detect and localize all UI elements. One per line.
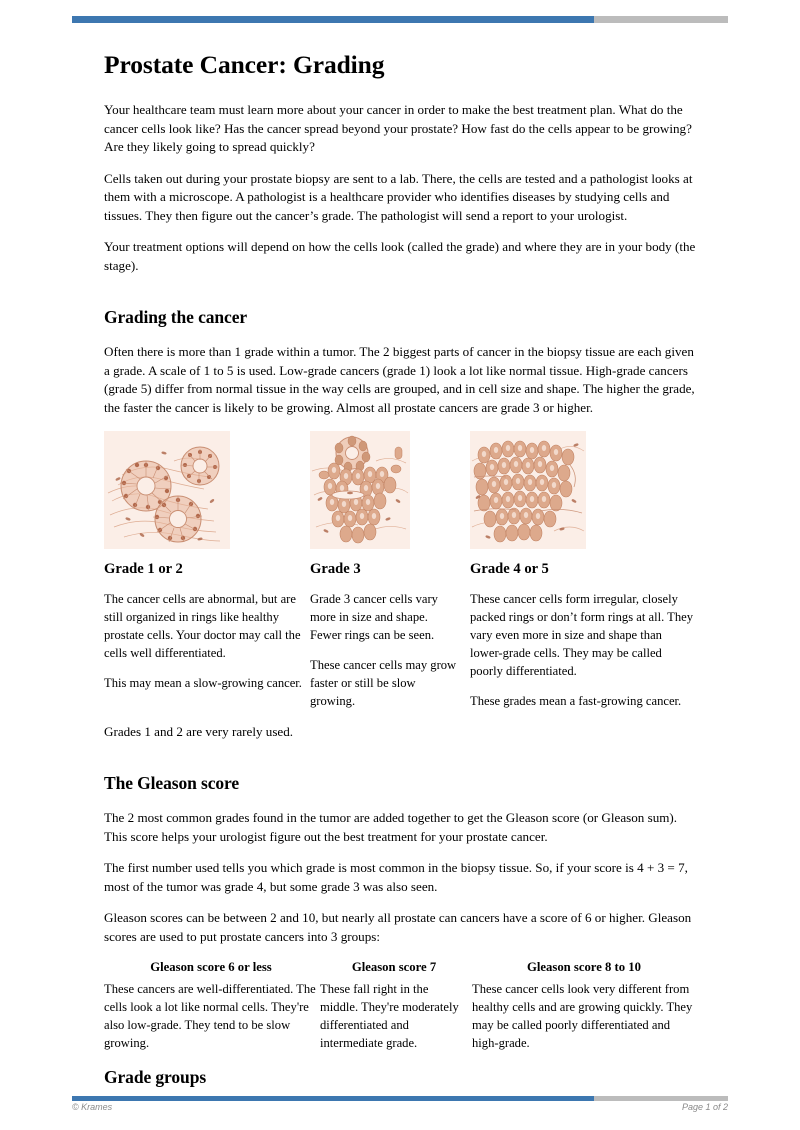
grade-column-3-paragraph-1: These cancer cells form irregular, closely packed rings or don’t form rings at all. They vary even more in size and shape than lower-grade cells. They may be called poorly differentiated.: [470, 592, 694, 678]
grade-column-1-paragraph-2: This may mean a slow-growing cancer.: [104, 675, 302, 690]
header-rule: [72, 16, 728, 23]
footer-page-number: Page 1 of 2: [681, 1102, 728, 1112]
page-title: Prostate Cancer: Grading: [104, 50, 385, 79]
intro-paragraph-1: Your healthcare team must learn more about your cancer in order to make the best treatment plan. What do the cancer cells look like? Has the cancer spread beyond your prostate? How fast do the cells appear to be growing? Are they likely going to spread quickly?: [104, 102, 692, 155]
gleason-group-3-text: These cancer cells look very different from healthy cells and are growing quickly. They may be called poorly differentiated and high-grade.: [472, 982, 693, 1051]
grading-closing-note: Grades 1 and 2 are very rarely used.: [104, 723, 294, 739]
grade-column-3: [470, 561, 696, 711]
intro-paragraph-3: Your treatment options will depend on how the cells look (called the grade) and where they are in your body (the stage).: [104, 239, 696, 273]
header-rule-gray: [594, 16, 728, 23]
grade-column-2-heading: Grade 3: [310, 560, 361, 577]
grade-4-or-5-histology-image: [470, 431, 586, 549]
grade-3-histology-image: [310, 431, 410, 549]
histology-illustration-grade-1-2: [104, 431, 230, 549]
grade-column-1-heading: Grade 1 or 2: [104, 560, 183, 577]
grade-description-columns: [104, 561, 696, 731]
grade-column-2: [310, 561, 458, 711]
spacer: [104, 328, 696, 343]
grade-column-3-paragraph-2: These grades mean a fast-growing cancer.: [470, 693, 682, 708]
grading-paragraph: Often there is more than 1 grade within a tumor. The 2 biggest parts of cancer in the biopsy tissue are each given a grade. A scale of 1 to 5 is used. Low-grade cancers (grade 1) look a lot like normal tissue. High-grade cancers (grade 5) differ from normal tissue in the way cells are grouped, and in cell size and shape. The higher the grade, the faster the cancer is likely to be growing. Almost all prostate cancers are grade 3 or higher.: [104, 344, 695, 415]
grade-column-2-paragraph-2: These cancer cells may grow faster or still be slow growing.: [310, 657, 457, 708]
gleason-group-3-heading: Gleason score 8 to 10: [527, 960, 641, 975]
spacer: [104, 754, 696, 773]
grade-column-2-paragraph-1: Grade 3 cancer cells vary more in size and shape. Fewer rings can be seen.: [310, 592, 438, 642]
spacer: [104, 1052, 696, 1067]
histology-illustration-grade-3: [310, 431, 410, 549]
gleason-group-2: [320, 960, 468, 1052]
gleason-group-3: [472, 960, 696, 1052]
spacer: [104, 288, 696, 307]
footer: [72, 1102, 728, 1112]
header-rule-blue: [72, 16, 594, 23]
grade-column-3-heading: Grade 4 or 5: [470, 560, 549, 577]
histology-figure-row: [104, 431, 696, 549]
gleason-group-1: [104, 960, 318, 1052]
intro-paragraph-2: Cells taken out during your prostate biopsy are sent to a lab. There, the cells are tested and a pathologist looks at them with a microscope. A pathologist is a healthcare provider who identifies diseases by studying cells and tissues. They then figure out the cancer’s grade. The pathologist will send a report to your urologist.: [104, 170, 693, 223]
gleason-paragraph-3: Gleason scores can be between 2 and 10, but nearly all prostate can cancers have a score of 6 or higher. Gleason scores are used to put prostate cancers into 3 groups:: [104, 910, 692, 944]
footer-copyright: © Krames: [72, 1102, 113, 1112]
gleason-paragraph-2: The first number used tells you which grade is most common in the biopsy tissue. So, if your score is 4 + 3 = 7, most of the tumor was grade 4, but some grade 3 was also seen.: [104, 860, 688, 894]
footer-rule-blue: [72, 1096, 594, 1101]
gleason-group-2-text: These fall right in the middle. They're moderately differentiated and intermediate grade.: [320, 982, 459, 1051]
grade-column-1-paragraph-1: The cancer cells are abnormal, but are still organized in rings like healthy prostate cells. Your doctor may call the cells well differentiated.: [104, 592, 301, 660]
footer-rule-gray: [594, 1096, 728, 1101]
spacer: [104, 794, 696, 809]
gleason-group-2-heading: Gleason score 7: [351, 960, 437, 975]
section-heading-gleason: The Gleason score: [104, 773, 240, 794]
gleason-group-1-text: These cancers are well-differentiated. The cells look a lot like normal cells. They're also low-grade. They tend to be slow growing.: [104, 982, 316, 1051]
gleason-paragraph-1: The 2 most common grades found in the tumor are added together to get the Gleason score (or Gleason sum). This score helps your urologist figure out the best treatment for your prostate cancer.: [104, 810, 678, 844]
grade-column-1: [104, 561, 302, 693]
gleason-group-columns: [104, 960, 696, 1052]
histology-illustration-grade-4-5: [470, 431, 586, 549]
grade-1-or-2-histology-image: [104, 431, 230, 549]
section-heading-grade-groups: Grade groups: [104, 1067, 207, 1088]
document-content: [104, 50, 696, 1088]
section-heading-grading: Grading the cancer: [104, 307, 248, 328]
footer-rule: [72, 1096, 728, 1101]
gleason-group-1-heading: Gleason score 6 or less: [150, 960, 272, 975]
